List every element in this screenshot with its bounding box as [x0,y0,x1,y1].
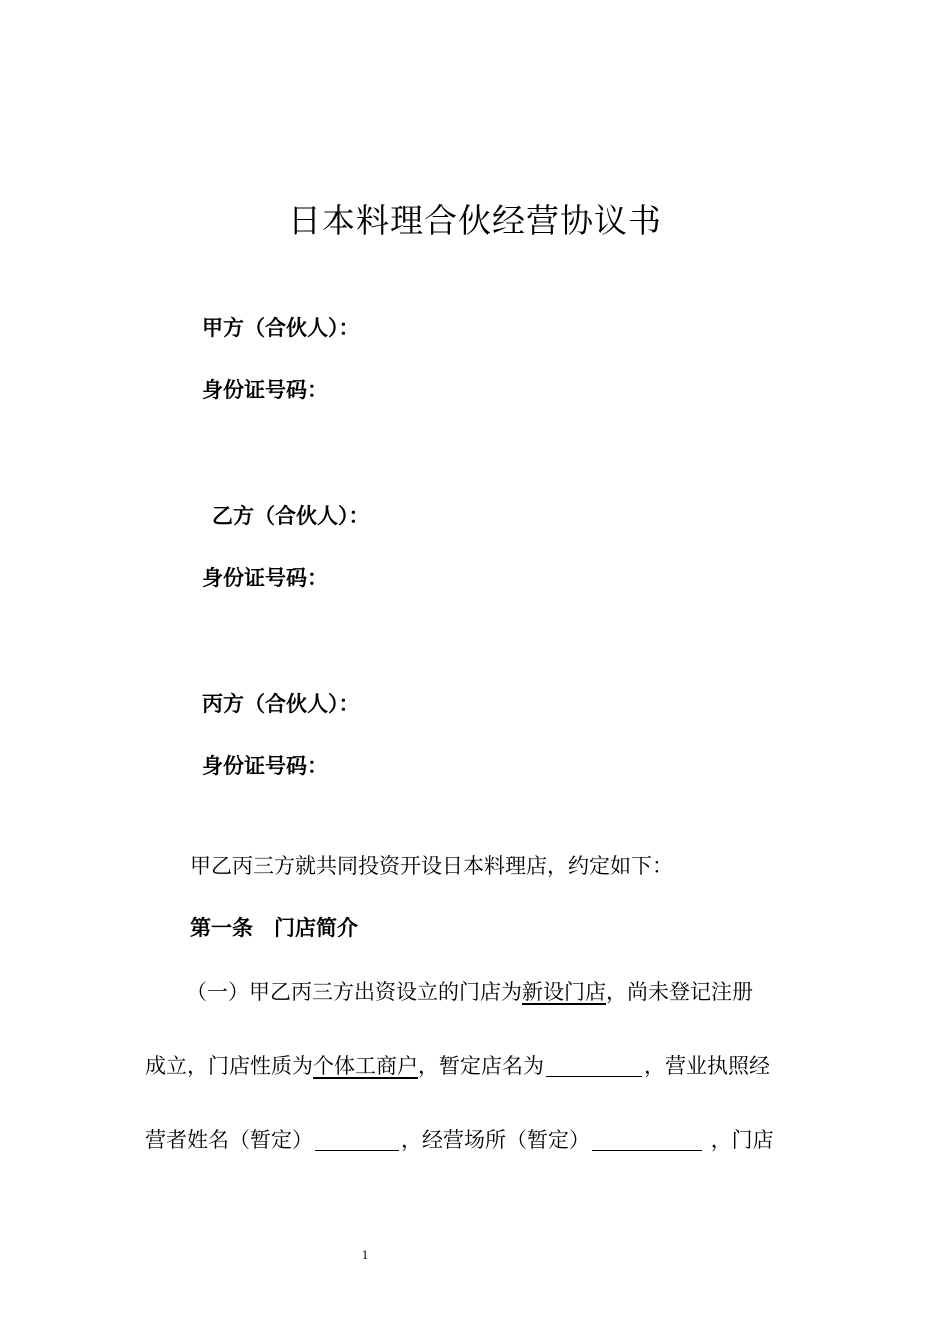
page-number: 1 [361,1247,369,1262]
clause-1-text: 营者姓名（暂定） [145,1128,313,1152]
business-premises-blank [592,1128,702,1151]
clause-1-text: ，经营场所（暂定） [401,1128,590,1152]
clause-1-text: （一）甲乙丙三方出资设立的门店为 [186,980,522,1004]
operator-name-blank [315,1128,399,1151]
clause-1-line-2 [145,1051,770,1081]
clause-1-text: ，暂定店名为 [418,1054,544,1078]
store-nature-value: 个体工商户 [313,1054,418,1078]
document-title: 日本料理合伙经营协议书 [288,201,662,240]
intro-paragraph: 甲乙丙三方就共同投资开设日本料理店，约定如下： [190,854,673,878]
store-name-blank [546,1054,642,1077]
clause-1-text: ，营业执照经 [644,1054,770,1078]
clause-1-line-1 [186,977,753,1007]
party-c-label: 丙方（合伙人）： [202,692,360,716]
party-a-label: 甲方（合伙人）： [202,316,360,340]
clause-1-line-3 [145,1125,774,1155]
clause-1-text: ，尚未登记注册 [606,980,753,1004]
party-c-id-label: 身份证号码： [202,754,328,778]
party-b-label: 乙方（合伙人）： [212,504,370,528]
article-1-heading: 第一条 门店简介 [190,916,358,940]
party-a-id-label: 身份证号码： [202,378,328,402]
clause-1-text: ，门店 [710,1128,774,1152]
store-type-value: 新设门店 [522,980,606,1004]
clause-1-text: 成立，门店性质为 [145,1054,313,1078]
party-b-id-label: 身份证号码： [202,566,328,590]
